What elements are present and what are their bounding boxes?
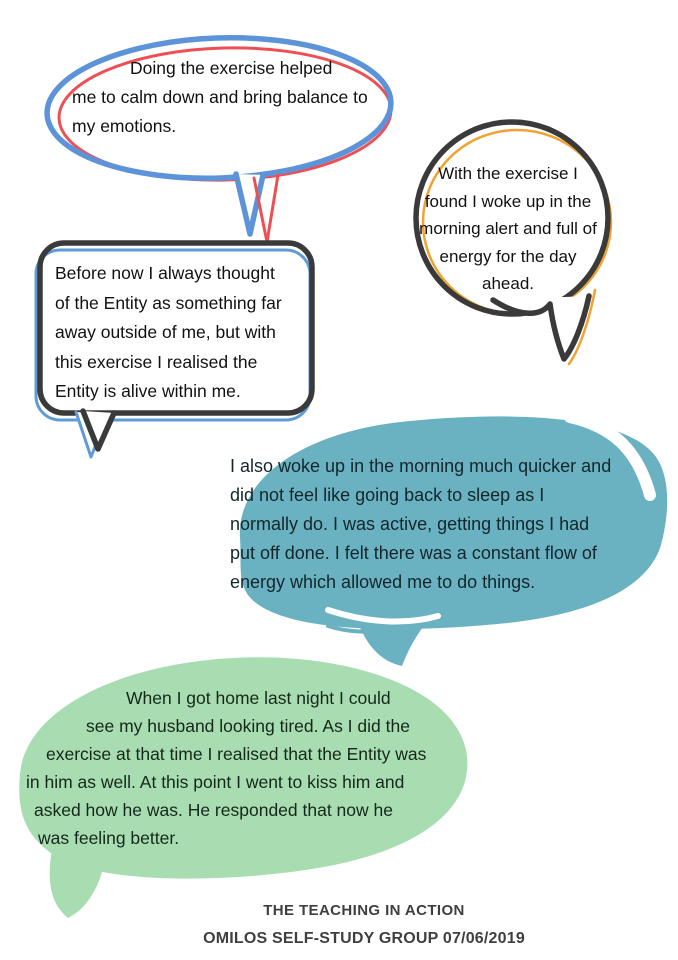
speech-bubble-4 [230, 452, 654, 597]
speech-bubble-3 [55, 259, 317, 407]
speech-bubble-5 [26, 684, 466, 852]
speech-bubble-2 [408, 160, 608, 298]
footer-subtitle: OMILOS SELF-STUDY GROUP 07/06/2019 [203, 930, 525, 947]
speech-bubble-1 [72, 54, 388, 141]
bubble-4-line: I also woke up in the morning much quicker and [230, 456, 612, 476]
bubble-5-line: in him as well. At this point I went to kiss him and [26, 772, 405, 792]
bubble-3-line: Before now I always thought [55, 263, 275, 283]
footer [50, 897, 678, 953]
bubble-3-line: Entity is alive within me. [55, 381, 241, 401]
bubble-5-line: see my husband looking tired. As I did the [86, 716, 410, 736]
bubble-2-line: With the exercise I [438, 164, 578, 183]
bubble-4-line: energy which allowed me to do things. [230, 572, 536, 592]
bubble-5-line: exercise at that time I realised that the Entity was [46, 744, 427, 764]
bubble-5-line: asked how he was. He responded that now he [34, 800, 393, 820]
bubble-4-line: put off done. I felt there was a constant flow of [230, 543, 597, 563]
bubble-3-line: of the Entity as something far [55, 292, 282, 313]
bubble-5-line: When I got home last night I could [126, 688, 391, 708]
bubble-4-line: normally do. I was active, getting things I had [230, 514, 590, 534]
bubble-1-line: my emotions. [72, 116, 177, 136]
bubble-4-line: did not feel like going back to sleep as I [230, 485, 545, 505]
bubble-5-line: was feeling better. [38, 828, 180, 848]
bubble-2-tail-black [493, 296, 589, 359]
bubble-2-line: energy for the day [439, 246, 577, 266]
bubble-2-line: found I woke up in the [424, 191, 592, 211]
bubble-2-line: ahead. [482, 274, 534, 293]
bubble-1-line: me to calm down and bring balance to [72, 87, 368, 107]
footer-title: THE TEACHING IN ACTION [263, 902, 465, 919]
bubble-3-line: away outside of me, but with [55, 322, 276, 342]
bubble-3-line: this exercise I realised the [55, 351, 258, 372]
bubble-1-line: Doing the exercise helped [130, 58, 333, 78]
bubble-2-line: morning alert and full of [419, 219, 597, 238]
